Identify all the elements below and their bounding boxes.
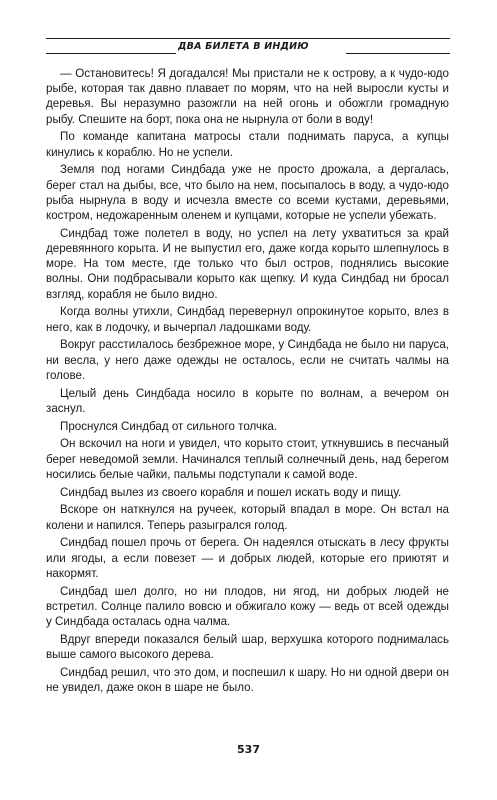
paragraph: Проснулся Синдбад от сильного толчка. [60,419,278,433]
paragraph: Вскоре он наткнулся на ручеек, который впадал в море. Он встал на колени и напился. Теперь разыгрался голод. [46,503,449,532]
running-header [46,32,450,56]
paragraph: Вокруг расстилалось безбрежное море, у Синдбада не было ни паруса, ни весла, у него даже одежды не осталось, если не считать чалмы на голове. [46,338,449,382]
paragraph: По команде капитана матросы стали поднимать паруса, а купцы кинулись к кораблю. Но не успели. [46,130,449,159]
paragraph: Когда волны утихли, Синдбад перевернул опрокинутое корыто, влез в него, как в лодочку, и вычерпал ладошками воду. [46,305,449,334]
body-text [46,66,449,698]
page-number: 537 [237,743,260,756]
paragraph: Синдбад тоже полетел в воду, но успел на лету ухватиться за край деревянного корыта. И не выпустил его, даже когда корыто шлепнулось в море. На том месте, где только что был остров, поднялись высокие волны. Они подбрасывали корыто как щепку. И куда Синдбад ни бросал взгляд, корабля не было видно. [46,226,449,301]
paragraph: — Остановитесь! Я догадался! Мы пристали не к острову, а к чудо-юдо рыбе, которая так давно плавает по морям, что на ней выросли кусты и деревья. Вы неразумно разожгли на ней огонь и обожгли громадную рыбу. Спешите на борт, пока она не нырнула от боли в воду! [46,67,449,126]
header-rule-top [46,38,450,39]
header-rule-left [46,53,176,54]
paragraph: Земля под ногами Синдбада уже не просто дрожала, а дергалась, берег стал на дыбы, все, что было на нем, посыпалось в воду, а чудо-юдо рыба нырнула в воду и исчезла вместе со всеми кустами, деревьями, костром, недожаренным оленем и купцами, которые не успели убежать. [46,163,449,223]
paragraph: Он вскочил на ноги и увидел, что корыто стоит, уткнувшись в песчаный берег неведомой земли. Начинался теплый солнечный день, над берегом носились белые чайки, пальмы подступали к самой воде. [46,437,449,481]
header-rule-right [346,53,450,54]
paragraph: Синдбад решил, что это дом, и поспешил к шару. Но ни одной двери он не увидел, даже окон в шаре не было. [46,665,449,695]
paragraph: Синдбад пошел прочь от берега. Он надеялся отыскать в лесу фрукты или ягоды, а если повезет — и добрых людей, которые его приютят и накормят. [46,536,449,580]
paragraph: Синдбад шел долго, но ни плодов, ни ягод, ни добрых людей не встретил. Солнце палило вовсю и обжигало кожу — ведь от всей одежды у Синдбада осталась одна чалма. [46,584,449,629]
paragraph: Синдбад вылез из своего корабля и пошел искать воду и пищу. [60,485,402,499]
paragraph: Целый день Синдбада носило в корыте по волнам, а вечером он заснул. [46,386,449,415]
running-header-title: ДВА БИЛЕТА В ИНДИЮ [178,41,309,52]
paragraph: Вдруг впереди показался белый шар, верхушка которого поднималась выше самого высокого дерева. [46,632,449,662]
